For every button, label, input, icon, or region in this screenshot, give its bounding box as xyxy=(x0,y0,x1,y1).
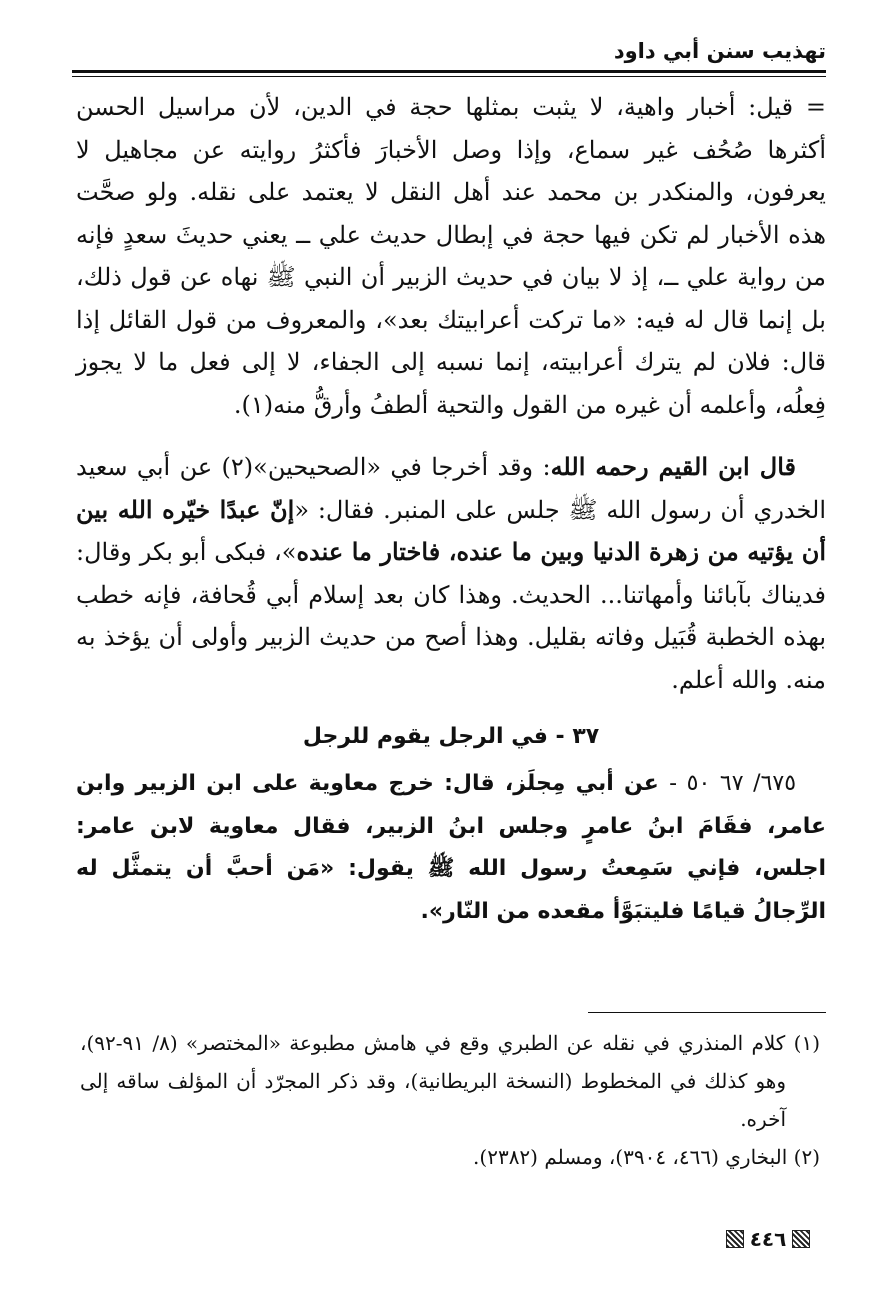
paragraph-2-quote: إنّ عبدًا خيّره الله بين أن يؤتيه من زهرة الدنيا وبين ما عنده، فاختار ما عنده xyxy=(76,494,826,566)
paragraph-2 xyxy=(76,446,826,701)
page-number-block xyxy=(718,1224,818,1254)
footnote-2: (٢) البخاري (٤٦٦، ٣٩٠٤)، ومسلم (٢٣٨٢). xyxy=(473,1145,820,1169)
paragraph-2-text-a: : وقد أخرجا في «الصحيحين»(٢) عن أبي سعيد الخدري أن رسول الله ﷺ جلس على المنبر. فقال: « xyxy=(76,453,827,524)
hadith-number: ٦٧٥/ ٦٧ ٥٠ - xyxy=(669,771,797,796)
footnotes xyxy=(80,1024,820,1176)
running-head: تهذيب سنن أبي داود xyxy=(613,39,826,63)
page-number: ٤٤٦ xyxy=(749,1227,787,1251)
paragraph-2-text-b: »، فبكى أبو بكر وقال: فديناك بآبائنا وأمهاتنا... الحديث. وهذا كان بعد إسلام أبي قُحافة، فإنه خطب بهذه الخطبة قُبَيل وفاته بقليل. وهذا أصح من حديث الزبير وأولى أن يؤخذ به منه. والله أعلم. xyxy=(76,538,826,694)
footnote-rule xyxy=(588,1012,826,1013)
section-heading: ٣٧ - في الرجل يقوم للرجل xyxy=(302,724,600,749)
paragraph-2-lead: قال ابن القيم رحمه الله xyxy=(550,452,797,481)
ornament-icon xyxy=(792,1230,810,1248)
main-text xyxy=(76,86,826,933)
paragraph-1: = قيل: أخبار واهية، لا يثبت بمثلها حجة في الدين، لأن مراسيل الحسن أكثرها صُحُف غير سماع، وإذا وصل الأخبارَ فأكثرُ روايته عن مجاهيل لا يعرفون، والمنكدر بن محمد عند أهل النقل لا يعتمد على نقله. ولو صحَّت هذه الأخبار لم تكن فيها حجة في إبطال حديث علي ــ يعني حديثَ سعدٍ فإنه من رواية علي ــ، إذ لا بيان في حديث الزبير أن النبي ﷺ نهاه عن قول ذلك، بل إنما قال له فيه: «ما تركت أعرابيتك بعد»، والمعروف من قول القائل إذا قال: فلان لم يترك أعرابيته، إنما نسبه إلى الجفاء، لا إلى فعل ما لا يجوز فِعلُه، وأعلمه أن غيره من القول والتحية ألطفُ وأرقُّ منه(١). xyxy=(76,93,826,419)
header-rule-thin xyxy=(72,76,826,77)
paragraph-3 xyxy=(76,763,826,933)
footnote-1: (١) كلام المنذري في نقله عن الطبري وقع في هامش مطبوعة «المختصر» (٨/ ٩١-٩٢)، وهو كذلك في المخطوط (النسخة البريطانية)، وقد ذكر المجرّد أن المؤلف ساقه إلى آخره. xyxy=(80,1031,820,1131)
header-rule-thick xyxy=(72,70,826,73)
ornament-icon xyxy=(726,1230,744,1248)
paragraph-3-text: عن أبي مِجلَز، قال: خرج معاوية على ابن الزبير وابن عامر، فقَامَ ابنُ عامرٍ وجلس ابنُ الزبير، فقال معاوية لابن عامر: اجلس، فإني سَمِعتُ رسول الله ﷺ يقول: «مَن أحبَّ أن يتمثَّل له الرِّجالُ قيامًا فليتبَوَّأ مقعده من النّار». xyxy=(76,771,826,924)
